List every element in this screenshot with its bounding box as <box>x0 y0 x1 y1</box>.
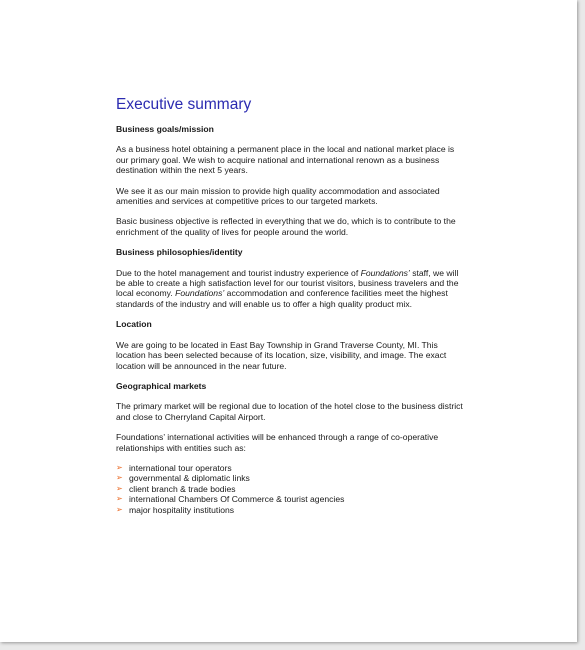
document-body <box>116 96 468 515</box>
list-item-text: client branch & trade bodies <box>129 483 236 494</box>
arrow-bullet-icon: ➢ <box>116 483 123 493</box>
list-item-text: major hospitality institutions <box>129 504 235 515</box>
paragraph: The primary market will be regional due to location of the hotel close to the business district and close to Cherryland Capital Airport. <box>116 401 463 422</box>
arrow-bullet-icon: ➢ <box>116 462 123 472</box>
arrow-bullet-icon: ➢ <box>116 494 123 504</box>
paragraph: As a business hotel obtaining a permanent place in the local and national market place is our primary goal. We wish to acquire national and international renown as a business destination within the next 5 years. <box>116 144 455 176</box>
section-heading-philosophies: Business philosophies/identity <box>116 247 243 258</box>
paragraph: Basic business objective is reflected in everything that we do, which is to contribute to the enrichment of the quality of lives for people around the world. <box>116 216 456 237</box>
paragraph: We see it as our main mission to provide high quality accommodation and associated amenities and services at competitive prices to our targeted markets. <box>116 185 440 207</box>
list-item-text: international tour operators <box>129 462 232 473</box>
page-title: Executive summary <box>116 96 252 113</box>
paragraph <box>116 268 468 310</box>
list-item <box>116 473 468 483</box>
list-item <box>116 484 468 494</box>
list-item-text: international Chambers Of Commerce & tourist agencies <box>129 494 345 505</box>
italic-run: Foundations’ <box>360 267 410 278</box>
list-item-text: governmental & diplomatic links <box>129 473 250 484</box>
italic-run: Foundations’ <box>175 288 225 299</box>
list-item <box>116 494 468 504</box>
text-run: accommodation and conference facilities meet the highest standards of the industry and will enable us to offer a high quality product mix. <box>116 288 448 309</box>
list-item <box>116 463 468 473</box>
paragraph: We are going to be located in East Bay Township in Grand Traverse County, MI. This location has been selected because of its location, size, visibility, and image. The exact location will be announced in the near future. <box>116 339 447 371</box>
arrow-bullet-icon: ➢ <box>116 504 123 514</box>
bullet-list <box>116 463 468 515</box>
text-run: Due to the hotel management and tourist industry experience of <box>116 267 361 278</box>
paragraph: Foundations’ international activities will be enhanced through a range of co-operative relationships with entities such as: <box>116 432 439 453</box>
list-item <box>116 505 468 515</box>
section-heading-goals: Business goals/mission <box>116 124 214 134</box>
section-heading-markets: Geographical markets <box>116 380 207 391</box>
section-heading-location: Location <box>116 319 152 330</box>
text-run: staff, we will be able to create a high satisfaction level for our tourist visitors, business travelers and the local economy. <box>116 267 459 299</box>
arrow-bullet-icon: ➢ <box>116 473 123 483</box>
